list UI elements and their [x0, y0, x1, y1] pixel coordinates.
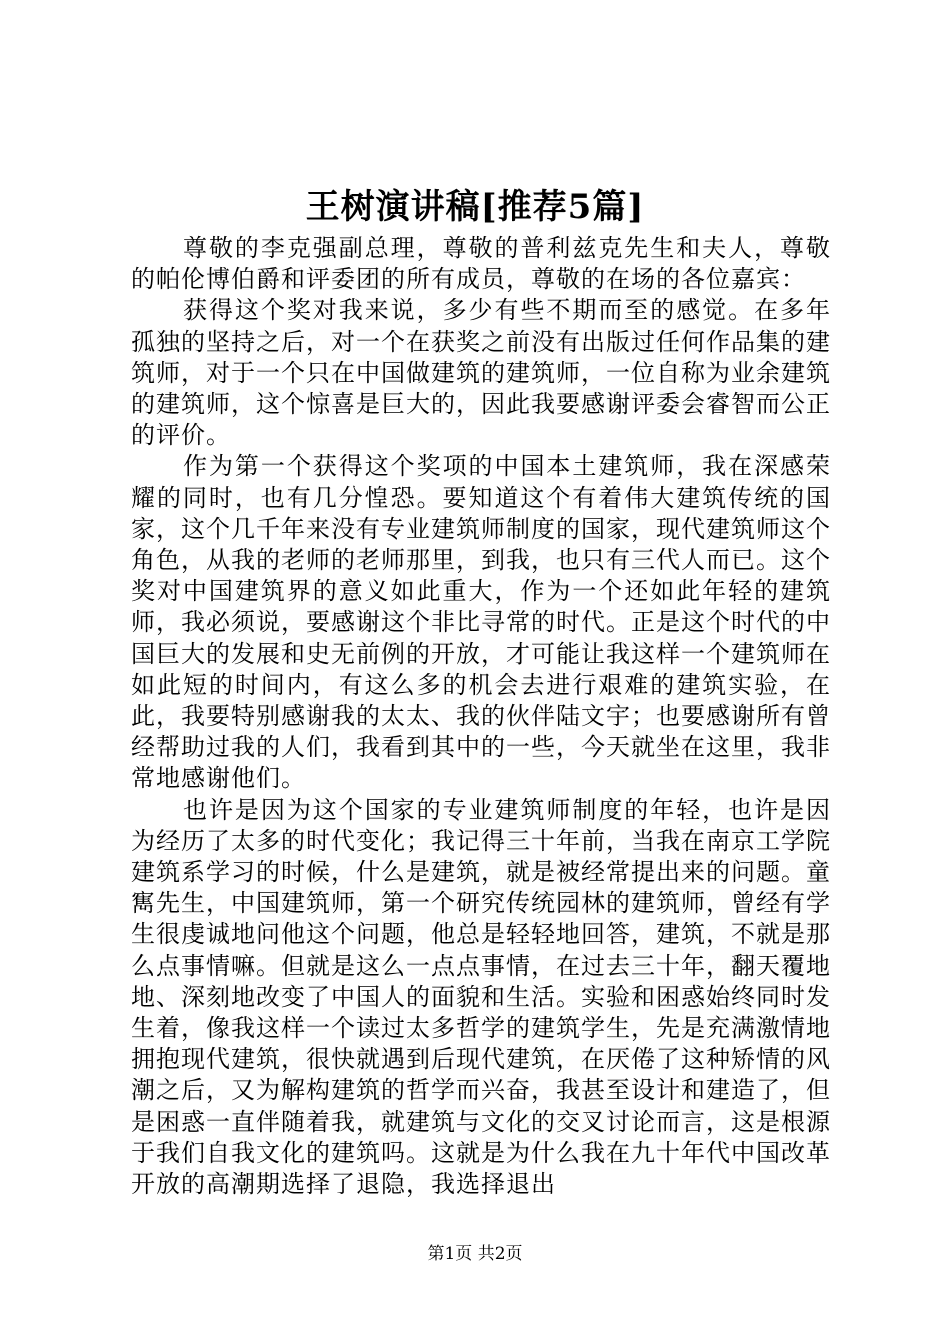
- document-title: 王树演讲稿[推荐5篇]: [305, 187, 645, 227]
- paragraph-award-surprise: 获得这个奖对我来说，多少有些不期而至的感觉。在多年孤独的坚持之后，对一个在获奖之前没有出版过任何作品集的建筑师，对于一个只在中国做建筑的建筑师，一位自称为业余建筑的建筑师，这个惊喜是巨大的，因此我要感谢评委会睿智而公正的评价。: [131, 296, 831, 450]
- paragraph-greeting: 尊敬的李克强副总理，尊敬的普利兹克先生和夫人，尊敬的帕伦博伯爵和评委团的所有成员，尊敬的在场的各位嘉宾：: [131, 234, 831, 294]
- paragraph-first-chinese-architect: 作为第一个获得这个奖项的中国本土建筑师，我在深感荣耀的同时，也有几分惶恐。要知道这个有着伟大建筑传统的国家，这个几千年来没有专业建筑师制度的国家，现代建筑师这个角色，从我的老师的老师那里，到我，也只有三代人而已。这个奖对中国建筑界的意义如此重大，作为一个还如此年轻的建筑师，我必须说，要感谢这个非比寻常的时代。正是这个时代的中国巨大的发展和史无前例的开放，才可能让我这样一个建筑师在如此短的时间内，有这么多的机会去进行艰难的建筑实验，在此，我要特别感谢我的太太、我的伙伴陆文宇；也要感谢所有曾经帮助过我的人们，我看到其中的一些，今天就坐在这里，我非常地感谢他们。: [131, 452, 831, 793]
- paragraph-what-is-architecture: 也许是因为这个国家的专业建筑师制度的年轻，也许是因为经历了太多的时代变化；我记得三十年前，当我在南京工学院建筑系学习的时候，什么是建筑，就是被经常提出来的问题。童寯先生，中国建筑师，第一个研究传统园林的建筑师，曾经有学生很虔诚地问他这个问题，他总是轻轻地回答，建筑，不就是那么点事情嘛。但就是这么一点点事情，在过去三十年，翻天覆地地、深刻地改变了中国人的面貌和生活。实验和困惑始终同时发生着，像我这样一个读过太多哲学的建筑学生，先是充满激情地拥抱现代建筑，很快就遇到后现代建筑，在厌倦了这种矫情的风潮之后，又为解构建筑的哲学而兴奋，我甚至设计和建造了，但是困惑一直伴随着我，就建筑与文化的交叉讨论而言，这是根源于我们自我文化的建筑吗。这就是为什么我在九十年代中国改革开放的高潮期选择了退隐，我选择退出: [131, 795, 831, 1199]
- document-body: [131, 233, 831, 1200]
- page-footer: 第1页 共2页: [427, 1244, 523, 1264]
